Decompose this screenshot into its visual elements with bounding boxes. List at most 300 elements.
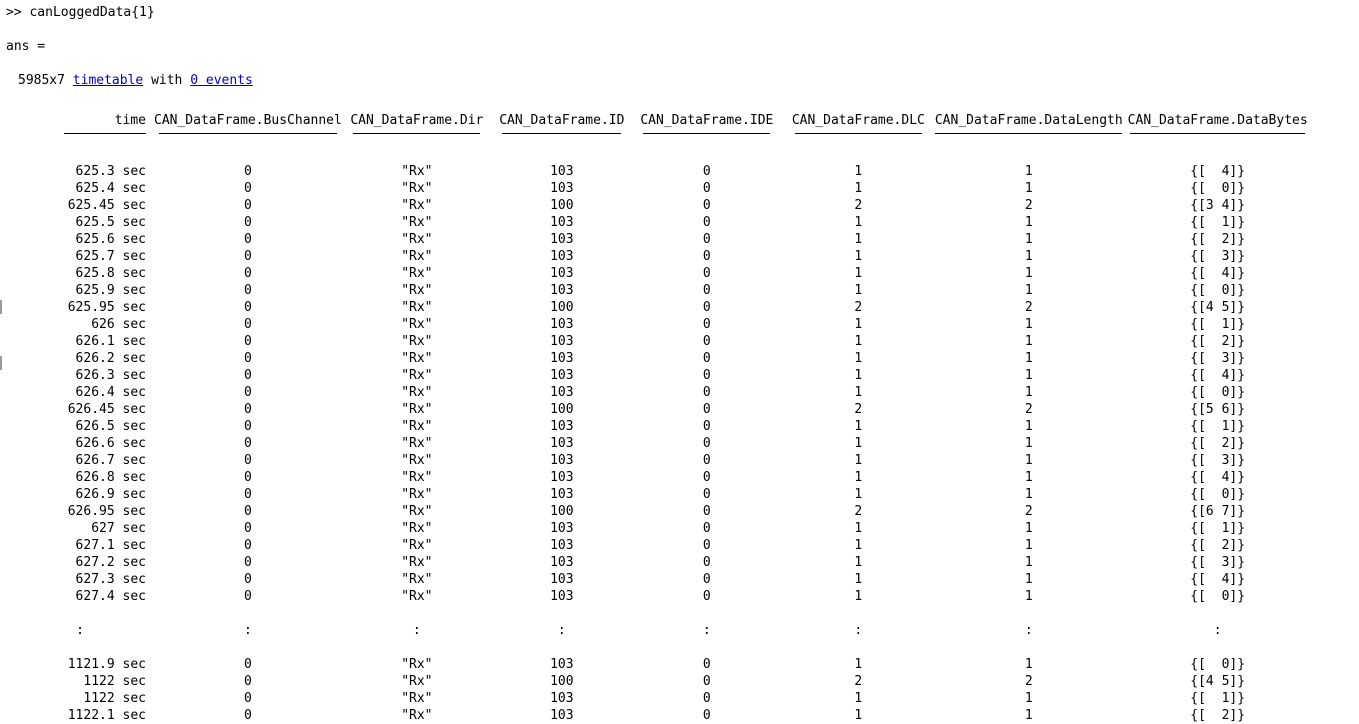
scroll-artifact-bottom [0,356,2,370]
cell-buschannel: 0 [244,708,252,723]
cell-dlc: 1 [854,436,863,451]
cell-dir: "Rx" [401,538,433,553]
underline-buschannel [154,129,342,146]
cell-time: 627.2 sec [75,555,146,570]
cell-buschannel: 0 [244,504,252,519]
header-dir: CAN_DataFrame.Dir [350,113,484,128]
table-row [6,163,1313,180]
cell-dir: "Rx" [401,317,433,332]
table-body-bottom [6,656,1313,724]
cell-buschannel: 0 [244,572,252,587]
cell-buschannel: 0 [244,470,252,485]
timetable [6,112,1313,724]
summary-space-2 [143,73,151,88]
cell-dlc: 2 [854,198,863,213]
cell-time: 1121.9 sec [67,657,146,672]
events-link[interactable]: 0 events [190,73,253,88]
cell-ide: 0 [702,283,711,298]
cell-datalength: 1 [1024,249,1033,264]
table-row [6,282,1313,299]
table-row [6,248,1313,265]
cell-time: 626.5 sec [75,419,146,434]
cell-id: 103 [550,283,574,298]
cell-id: 103 [550,368,574,383]
cell-datalength: 1 [1024,453,1033,468]
cell-datalength: 2 [1024,300,1033,315]
cell-time: 626.2 sec [75,351,146,366]
cell-databytes: {[ 0]} [1190,385,1246,400]
cell-datalength: 1 [1024,215,1033,230]
cell-ide: 0 [702,317,711,332]
cell-dir: "Rx" [401,708,433,723]
underline-dlc [782,129,935,146]
cell-buschannel: 0 [244,674,252,689]
cell-databytes: {[ 3]} [1190,351,1246,366]
ellipsis-buschannel: : [244,623,252,638]
cell-dlc: 1 [854,232,863,247]
cell-datalength: 1 [1024,232,1033,247]
cell-dir: "Rx" [401,300,433,315]
cell-ide: 0 [702,572,711,587]
cell-ide: 0 [702,538,711,553]
table-row [6,299,1313,316]
cell-datalength: 1 [1024,266,1033,281]
cell-ide: 0 [702,521,711,536]
cell-id: 100 [550,674,574,689]
cell-dlc: 1 [854,317,863,332]
cell-dir: "Rx" [401,487,433,502]
cell-dlc: 1 [854,538,863,553]
cell-dir: "Rx" [401,504,433,519]
cell-ide: 0 [702,232,711,247]
cell-dlc: 1 [854,164,863,179]
ellipsis-gap-top [6,605,1313,622]
table-row [6,214,1313,231]
table-row [6,588,1313,605]
header-id: CAN_DataFrame.ID [499,113,625,128]
cell-databytes: {[ 4]} [1190,368,1246,383]
cell-time: 627.4 sec [75,589,146,604]
table-row [6,350,1313,367]
cell-time: 626.95 sec [67,504,146,519]
cell-dlc: 1 [854,453,863,468]
table-row [6,656,1313,673]
underline-ide [632,129,782,146]
table-body-top [6,163,1313,605]
cell-databytes: {[ 0]} [1190,487,1246,502]
cell-dir: "Rx" [401,334,433,349]
cell-buschannel: 0 [244,266,252,281]
ellipsis-id: : [557,623,566,638]
cell-time: 626.1 sec [75,334,146,349]
cell-id: 103 [550,487,574,502]
cell-buschannel: 0 [244,691,252,706]
ellipsis-dlc: : [854,623,863,638]
cell-databytes: {[ 4]} [1190,470,1246,485]
ellipsis-datalength: : [1024,623,1033,638]
cell-ide: 0 [702,470,711,485]
cell-datalength: 1 [1024,708,1033,723]
cell-dir: "Rx" [401,283,433,298]
cell-dir: "Rx" [401,249,433,264]
table-row [6,537,1313,554]
cell-databytes: {[6 7]} [1190,504,1246,519]
cell-time: 625.9 sec [75,283,146,298]
cell-id: 103 [550,538,574,553]
cell-buschannel: 0 [244,436,252,451]
cell-datalength: 1 [1024,334,1033,349]
cell-dlc: 1 [854,351,863,366]
cell-datalength: 2 [1024,674,1033,689]
cell-dir: "Rx" [401,266,433,281]
table-row [6,435,1313,452]
cell-databytes: {[ 1]} [1190,521,1246,536]
timetable-output [0,112,1359,724]
ellipsis-dir: : [412,623,421,638]
cell-ide: 0 [702,453,711,468]
cell-dlc: 1 [854,657,863,672]
summary-space-1 [65,73,73,88]
cell-id: 103 [550,419,574,434]
table-row [6,520,1313,537]
cell-dir: "Rx" [401,572,433,587]
cell-id: 103 [550,334,574,349]
cell-buschannel: 0 [244,487,252,502]
cell-ide: 0 [702,708,711,723]
cell-databytes: {[ 2]} [1190,708,1246,723]
cell-time: 626.45 sec [67,402,146,417]
table-row [6,707,1313,724]
cell-time: 627 sec [91,521,146,536]
table-row [6,690,1313,707]
cell-datalength: 2 [1024,198,1033,213]
cell-ide: 0 [702,300,711,315]
cell-datalength: 1 [1024,572,1033,587]
cell-databytes: {[ 2]} [1190,538,1246,553]
cell-id: 103 [550,181,574,196]
cell-buschannel: 0 [244,555,252,570]
spacer-3 [0,89,1359,106]
cell-dir: "Rx" [401,419,433,434]
cell-dir: "Rx" [401,232,433,247]
cell-dlc: 1 [854,691,863,706]
table-row [6,231,1313,248]
cell-dir: "Rx" [401,674,433,689]
cell-ide: 0 [702,368,711,383]
cell-ide: 0 [702,504,711,519]
cell-dir: "Rx" [401,436,433,451]
cell-id: 103 [550,521,574,536]
cell-buschannel: 0 [244,198,252,213]
cell-time: 626.8 sec [75,470,146,485]
cell-dlc: 2 [854,504,863,519]
cell-ide: 0 [702,589,711,604]
cell-id: 103 [550,589,574,604]
cell-id: 103 [550,385,574,400]
table-row [6,673,1313,690]
cell-datalength: 1 [1024,691,1033,706]
cell-time: 1122 sec [83,691,146,706]
spacer-1 [0,21,1359,38]
cell-buschannel: 0 [244,538,252,553]
ans-label: ans = [6,39,46,54]
cell-id: 103 [550,351,574,366]
command-prompt-line[interactable]: >> canLoggedData{1} [6,5,155,20]
cell-ide: 0 [702,198,711,213]
cell-ide: 0 [702,181,711,196]
header-buschannel: CAN_DataFrame.BusChannel [154,113,342,128]
cell-dlc: 1 [854,249,863,264]
cell-databytes: {[ 1]} [1190,317,1246,332]
cell-dir: "Rx" [401,521,433,536]
cell-datalength: 2 [1024,504,1033,519]
cell-datalength: 1 [1024,164,1033,179]
cell-dlc: 1 [854,181,863,196]
timetable-type-link[interactable]: timetable [72,73,144,88]
cell-dir: "Rx" [401,657,433,672]
cell-dir: "Rx" [401,164,433,179]
cell-time: 625.5 sec [75,215,146,230]
cell-databytes: {[3 4]} [1190,198,1246,213]
cell-datalength: 1 [1024,657,1033,672]
header-underline-row [6,129,1313,146]
cell-databytes: {[ 3]} [1190,453,1246,468]
cell-time: 625.6 sec [75,232,146,247]
cell-time: 626.4 sec [75,385,146,400]
cell-time: 625.95 sec [67,300,146,315]
cell-dlc: 1 [854,215,863,230]
spacer-2 [0,55,1359,72]
cell-buschannel: 0 [244,351,252,366]
cell-datalength: 2 [1024,402,1033,417]
table-row [6,401,1313,418]
header-dlc: CAN_DataFrame.DLC [791,113,925,128]
cell-id: 103 [550,572,574,587]
cell-id: 100 [550,300,574,315]
summary-with: with [151,73,183,88]
underline-datalength [935,129,1123,146]
cell-time: 625.8 sec [75,266,146,281]
cell-time: 625.3 sec [75,164,146,179]
cell-buschannel: 0 [244,283,252,298]
cell-dlc: 1 [854,266,863,281]
cell-datalength: 1 [1024,351,1033,366]
cell-dir: "Rx" [401,368,433,383]
table-body-ellipsis [6,605,1313,656]
cell-ide: 0 [702,487,711,502]
table-row [6,367,1313,384]
cell-ide: 0 [702,385,711,400]
cell-time: 625.45 sec [67,198,146,213]
cell-databytes: {[ 0]} [1190,589,1246,604]
cell-databytes: {[ 4]} [1190,164,1246,179]
cell-time: 627.1 sec [75,538,146,553]
cell-id: 103 [550,453,574,468]
ellipsis-time: : [76,623,84,638]
cell-ide: 0 [702,419,711,434]
cell-datalength: 1 [1024,181,1033,196]
cell-dlc: 1 [854,572,863,587]
cell-time: 625.4 sec [75,181,146,196]
ellipsis-ide: : [702,623,711,638]
cell-buschannel: 0 [244,589,252,604]
cell-time: 1122.1 sec [67,708,146,723]
cell-time: 626 sec [91,317,146,332]
cell-dir: "Rx" [401,385,433,400]
cell-databytes: {[ 0]} [1190,657,1246,672]
header-gap-row [6,146,1313,163]
cell-id: 103 [550,470,574,485]
cell-dir: "Rx" [401,402,433,417]
cell-dlc: 2 [854,674,863,689]
cell-dir: "Rx" [401,589,433,604]
timetable-summary-line [0,72,1359,89]
cell-id: 100 [550,402,574,417]
cell-id: 103 [550,555,574,570]
cell-dlc: 2 [854,402,863,417]
cell-datalength: 1 [1024,317,1033,332]
cell-buschannel: 0 [244,419,252,434]
cell-datalength: 1 [1024,385,1033,400]
cell-time: 626.6 sec [75,436,146,451]
cell-time: 627.3 sec [75,572,146,587]
cell-dlc: 1 [854,385,863,400]
header-ide: CAN_DataFrame.IDE [640,113,774,128]
ellipsis-gap-bottom [6,639,1313,656]
cell-time: 626.9 sec [75,487,146,502]
cell-ide: 0 [702,266,711,281]
cell-dir: "Rx" [401,351,433,366]
cell-time: 626.7 sec [75,453,146,468]
table-row [6,503,1313,520]
timetable-size: 5985x7 [18,73,65,88]
cell-ide: 0 [702,436,711,451]
underline-time [6,129,154,146]
cell-id: 103 [550,436,574,451]
cell-dlc: 1 [854,589,863,604]
cell-dlc: 1 [854,521,863,536]
table-row [6,571,1313,588]
cell-datalength: 1 [1024,589,1033,604]
cell-ide: 0 [702,555,711,570]
cell-buschannel: 0 [244,317,252,332]
cell-id: 103 [550,691,574,706]
cell-databytes: {[ 2]} [1190,232,1246,247]
cell-buschannel: 0 [244,402,252,417]
cell-dir: "Rx" [401,555,433,570]
cell-dir: "Rx" [401,453,433,468]
cell-id: 103 [550,266,574,281]
cell-dir: "Rx" [401,215,433,230]
table-row [6,554,1313,571]
cell-buschannel: 0 [244,232,252,247]
cell-buschannel: 0 [244,657,252,672]
table-row [6,452,1313,469]
cell-id: 103 [550,232,574,247]
cell-datalength: 1 [1024,283,1033,298]
cell-datalength: 1 [1024,555,1033,570]
cell-dir: "Rx" [401,198,433,213]
cell-dlc: 1 [854,555,863,570]
header-datalength: CAN_DataFrame.DataLength [934,113,1123,128]
cell-datalength: 1 [1024,538,1033,553]
cell-dlc: 2 [854,300,863,315]
header-databytes: CAN_DataFrame.DataBytes [1127,113,1308,128]
cell-databytes: {[4 5]} [1190,674,1246,689]
cell-databytes: {[ 3]} [1190,249,1246,264]
cell-id: 100 [550,198,574,213]
table-row [6,265,1313,282]
cell-ide: 0 [702,657,711,672]
table-row [6,469,1313,486]
cell-ide: 0 [702,164,711,179]
cell-databytes: {[ 1]} [1190,691,1246,706]
cell-time: 625.7 sec [75,249,146,264]
cell-id: 103 [550,708,574,723]
underline-id [492,129,632,146]
cell-dlc: 1 [854,283,863,298]
cell-databytes: {[ 4]} [1190,266,1246,281]
cell-dlc: 1 [854,708,863,723]
cell-buschannel: 0 [244,164,252,179]
cell-ide: 0 [702,249,711,264]
cell-buschannel: 0 [244,368,252,383]
cell-databytes: {[ 0]} [1190,283,1246,298]
cell-id: 103 [550,317,574,332]
cell-dlc: 1 [854,334,863,349]
table-row [6,333,1313,350]
cell-dlc: 1 [854,368,863,383]
cell-dlc: 1 [854,419,863,434]
table-header-row [6,112,1313,129]
cell-databytes: {[ 2]} [1190,334,1246,349]
cell-buschannel: 0 [244,521,252,536]
cell-id: 100 [550,504,574,519]
cell-databytes: {[ 1]} [1190,419,1246,434]
cell-datalength: 1 [1024,470,1033,485]
cell-buschannel: 0 [244,249,252,264]
cell-buschannel: 0 [244,334,252,349]
table-row [6,180,1313,197]
cell-id: 103 [550,657,574,672]
cell-dir: "Rx" [401,181,433,196]
table-row [6,384,1313,401]
cell-ide: 0 [702,691,711,706]
cell-databytes: {[ 2]} [1190,436,1246,451]
cell-dlc: 1 [854,470,863,485]
cell-databytes: {[5 6]} [1190,402,1246,417]
cell-ide: 0 [702,334,711,349]
cell-datalength: 1 [1024,368,1033,383]
cell-id: 103 [550,249,574,264]
cell-buschannel: 0 [244,385,252,400]
cell-ide: 0 [702,215,711,230]
cell-ide: 0 [702,402,711,417]
cell-databytes: {[ 3]} [1190,555,1246,570]
cell-datalength: 1 [1024,419,1033,434]
cell-databytes: {[ 1]} [1190,215,1246,230]
ellipsis-row [6,622,1313,639]
table-row [6,418,1313,435]
cell-id: 103 [550,164,574,179]
ellipsis-databytes: : [1213,623,1222,638]
cell-databytes: {[ 4]} [1190,572,1246,587]
cell-buschannel: 0 [244,300,252,315]
cell-buschannel: 0 [244,215,252,230]
table-row [6,486,1313,503]
cell-dir: "Rx" [401,691,433,706]
cell-buschannel: 0 [244,453,252,468]
